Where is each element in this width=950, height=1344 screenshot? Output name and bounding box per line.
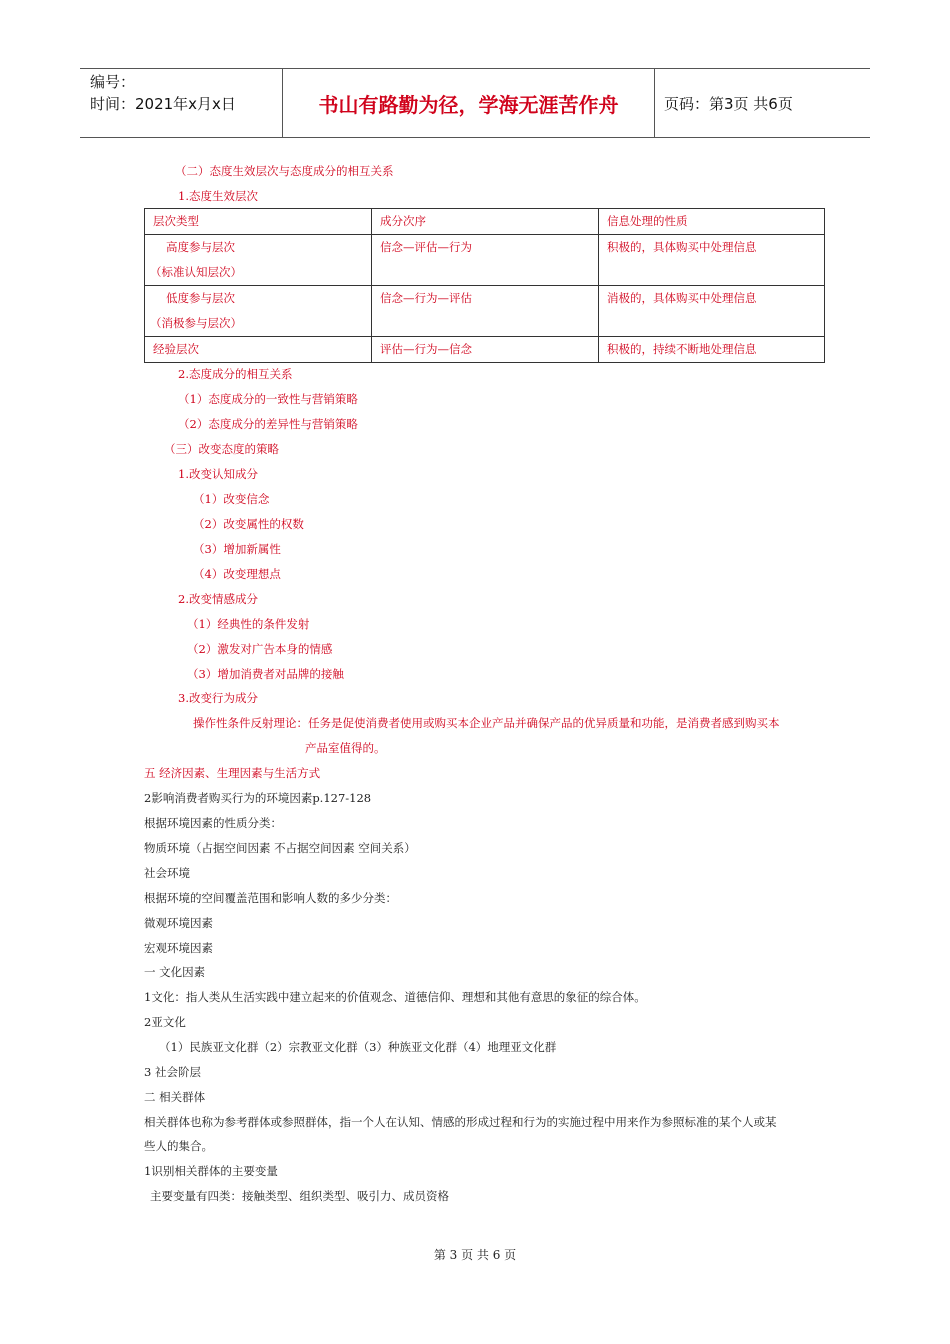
text-line: 1.改变认知成分 (178, 467, 258, 481)
text-line: 五 经济因素、生理因素与生活方式 (144, 766, 321, 780)
text-line: 社会环境 (144, 866, 190, 880)
header-meta (80, 69, 282, 137)
text-line: 1文化：指人类从生活实践中建立起来的价值观念、道德信仰、理想和其他有意思的象征的综合体。 (144, 990, 646, 1004)
table-row (145, 235, 825, 286)
text-line: 操作性条件反射理论：任务是促使消费者使用或购买本企业产品并确保产品的优异质量和功能，是消费者感到购买本 (193, 716, 780, 730)
table-cell: 消极的，具体购买中处理信息 (599, 286, 825, 337)
text-line: 2.改变情感成分 (178, 592, 258, 606)
table-header-cell: 层次类型 (145, 209, 372, 235)
level-type-sub: （消极参与层次） (150, 316, 242, 330)
level-type-main: 高度参与层次 (166, 240, 235, 254)
text-line: 3.改变行为成分 (178, 691, 258, 705)
text-line: （1）经典性的条件发射 (187, 617, 310, 631)
header-page-code: 页码：第3页 共6页 (664, 94, 793, 113)
page-footer: 第 3 页 共 6 页 (433, 1248, 517, 1262)
text-line: 产品室值得的。 (305, 741, 386, 755)
table-cell: 信念—行为—评估 (372, 286, 599, 337)
level-type-sub: （标准认知层次） (150, 265, 242, 279)
text-line: 一 文化因素 (144, 965, 206, 979)
text-line: 主要变量有四类：接触类型、组织类型、吸引力、成员资格 (150, 1189, 449, 1203)
document-number-label: 编号： (90, 73, 136, 91)
attitude-levels-table (144, 208, 825, 363)
table-header-cell: 成分次序 (372, 209, 599, 235)
text-line: （2）激发对广告本身的情感 (187, 642, 333, 656)
text-line: （3）增加新属性 (193, 542, 281, 556)
table-cell: 经验层次 (145, 337, 372, 363)
text-line: 宏观环境因素 (144, 941, 213, 955)
text-line: 二 相关群体 (144, 1090, 206, 1104)
table-cell: 积极的，具体购买中处理信息 (599, 235, 825, 286)
text-line: （2）改变属性的权数 (193, 517, 304, 531)
table-cell (145, 286, 372, 337)
text-line: 2影响消费者购买行为的环境因素p.127-128 (144, 791, 372, 805)
table-header-cell: 信息处理的性质 (599, 209, 825, 235)
text-line: 相关群体也称为参考群体或参照群体，指一个人在认知、情感的形成过程和行为的实施过程中用来作为参照标准的某个人或某 (144, 1115, 777, 1129)
table-cell (145, 235, 372, 286)
text-line: （1）改变信念 (193, 492, 270, 506)
table-cell: 评估—行为—信念 (372, 337, 599, 363)
text-line: 微观环境因素 (144, 916, 213, 930)
level-type-main: 低度参与层次 (166, 291, 235, 305)
text-line: （三）改变态度的策略 (164, 442, 279, 456)
document-time-label: 时间：2021年x月x日 (90, 95, 236, 113)
section-heading: （二）态度生效层次与态度成分的相互关系 (175, 164, 394, 178)
header-motto: 书山有路勤为径，学海无涯苦作舟 (282, 69, 655, 137)
text-line: 根据环境因素的性质分类： (144, 816, 282, 830)
text-line: （4）改变理想点 (193, 567, 281, 581)
table-cell: 积极的，持续不断地处理信息 (599, 337, 825, 363)
text-line: 3 社会阶层 (144, 1065, 201, 1079)
table-row (145, 286, 825, 337)
text-line: 2亚文化 (144, 1015, 186, 1029)
page-header (80, 68, 870, 138)
text-line: 些人的集合。 (144, 1139, 213, 1153)
table-row (145, 337, 825, 363)
text-line: （1）态度成分的一致性与营销策略 (178, 392, 358, 406)
text-line: （3）增加消费者对品牌的接触 (187, 667, 344, 681)
text-line: 根据环境的空间覆盖范围和影响人数的多少分类： (144, 891, 397, 905)
table-header-row (145, 209, 825, 235)
text-line: 1识别相关群体的主要变量 (144, 1164, 278, 1178)
text-line: （2）态度成分的差异性与营销策略 (178, 417, 358, 431)
table-cell: 信念—评估—行为 (372, 235, 599, 286)
text-line: （1）民族亚文化群（2）宗教亚文化群（3）种族亚文化群（4）地理亚文化群 (159, 1040, 557, 1054)
text-line: 物质环境（占据空间因素 不占据空间因素 空间关系） (144, 841, 416, 855)
text-line: 2.态度成分的相互关系 (178, 367, 293, 381)
subsection-heading: 1.态度生效层次 (178, 189, 258, 203)
